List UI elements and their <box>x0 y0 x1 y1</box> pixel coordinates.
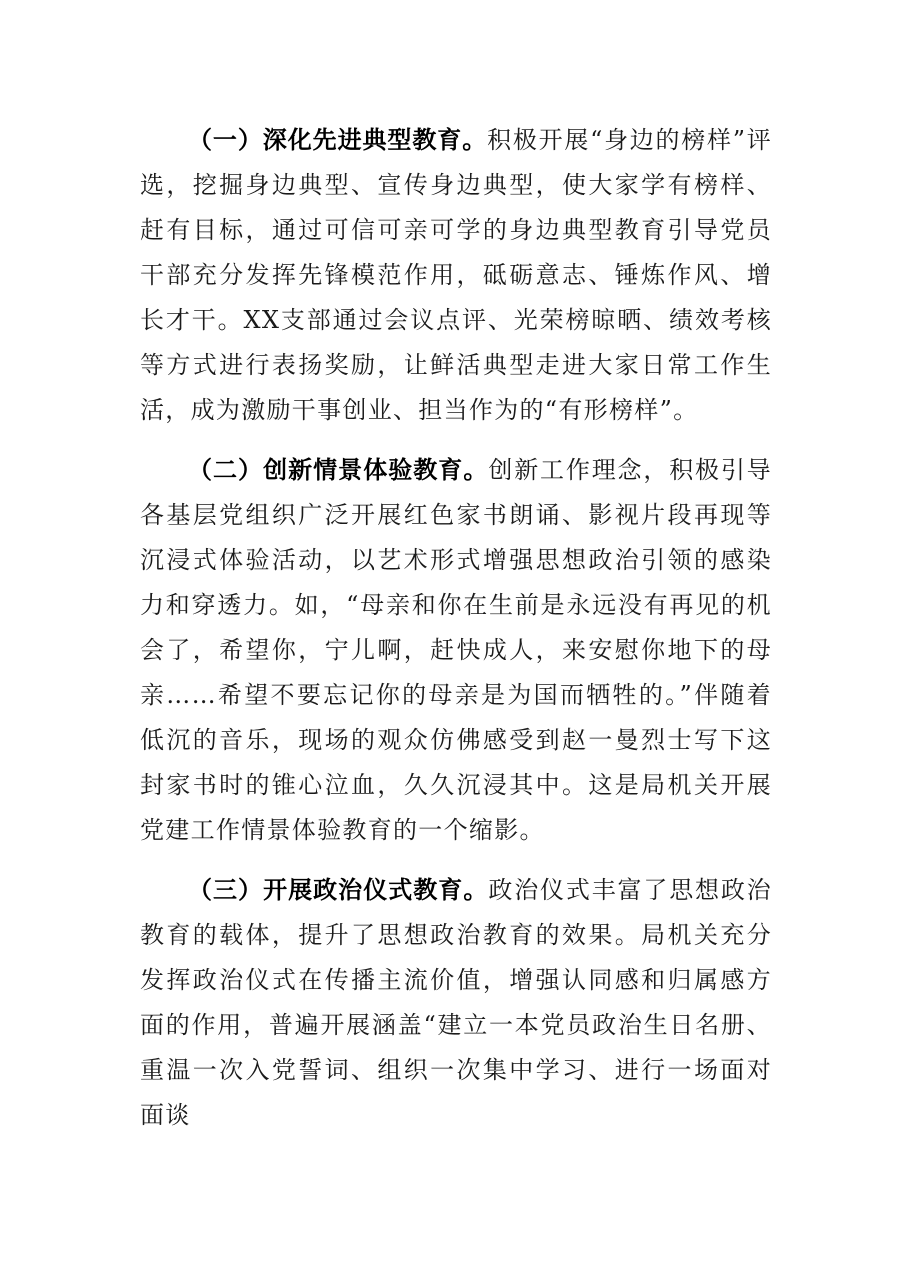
paragraph-text: 积极开展“身边的榜样”评选，挖掘身边典型、宣传身边典型，使大家学有榜样、赶有目标，通过可信可亲可学的身边典型教育引导党员干部充分发挥先锋模范作用，砥砺意志、锤炼作风、增长才干。XX支部通过会议点评、光荣榜晾晒、绩效考核等方式进行表扬奖励，让鲜活典型走进大家日常工作生活，成为激励干事创业、担当作为的“有形榜样”。 <box>140 126 773 424</box>
paragraph-heading: （三）开展政治仪式教育。 <box>188 876 489 904</box>
paragraph-political-ceremony <box>140 868 772 1138</box>
document-body <box>140 118 772 1153</box>
paragraph-heading: （一）深化先进典型教育。 <box>188 126 488 154</box>
paragraph-text: 政治仪式丰富了思想政治教育的载体，提升了思想政治教育的效果。局机关充分发挥政治仪式在传播主流价值，增强认同感和归属感方面的作用，普遍开展涵盖“建立一本党员政治生日名册、重温一次入党誓词、组织一次集中学习、进行一场面对面谈 <box>140 876 772 1129</box>
paragraph-heading: （二）创新情景体验教育。 <box>188 456 489 484</box>
paragraph-text: 创新工作理念，积极引导各基层党组织广泛开展红色家书朗诵、影视片段再现等沉浸式体验活动，以艺术形式增强思想政治引领的感染力和穿透力。如，“母亲和你在生前是永远没有再见的机会了，希望你，宁儿啊，赶快成人，来安慰你地下的母亲……希望不要忘记你的母亲是为国而牺牲的。”伴随着低沉的音乐，现场的观众仿佛感受到赵一曼烈士写下这封家书时的锥心泣血，久久沉浸其中。这是局机关开展党建工作情景体验教育的一个缩影。 <box>140 456 772 844</box>
paragraph-advanced-models <box>140 118 772 433</box>
paragraph-scenario-experience <box>140 448 772 853</box>
